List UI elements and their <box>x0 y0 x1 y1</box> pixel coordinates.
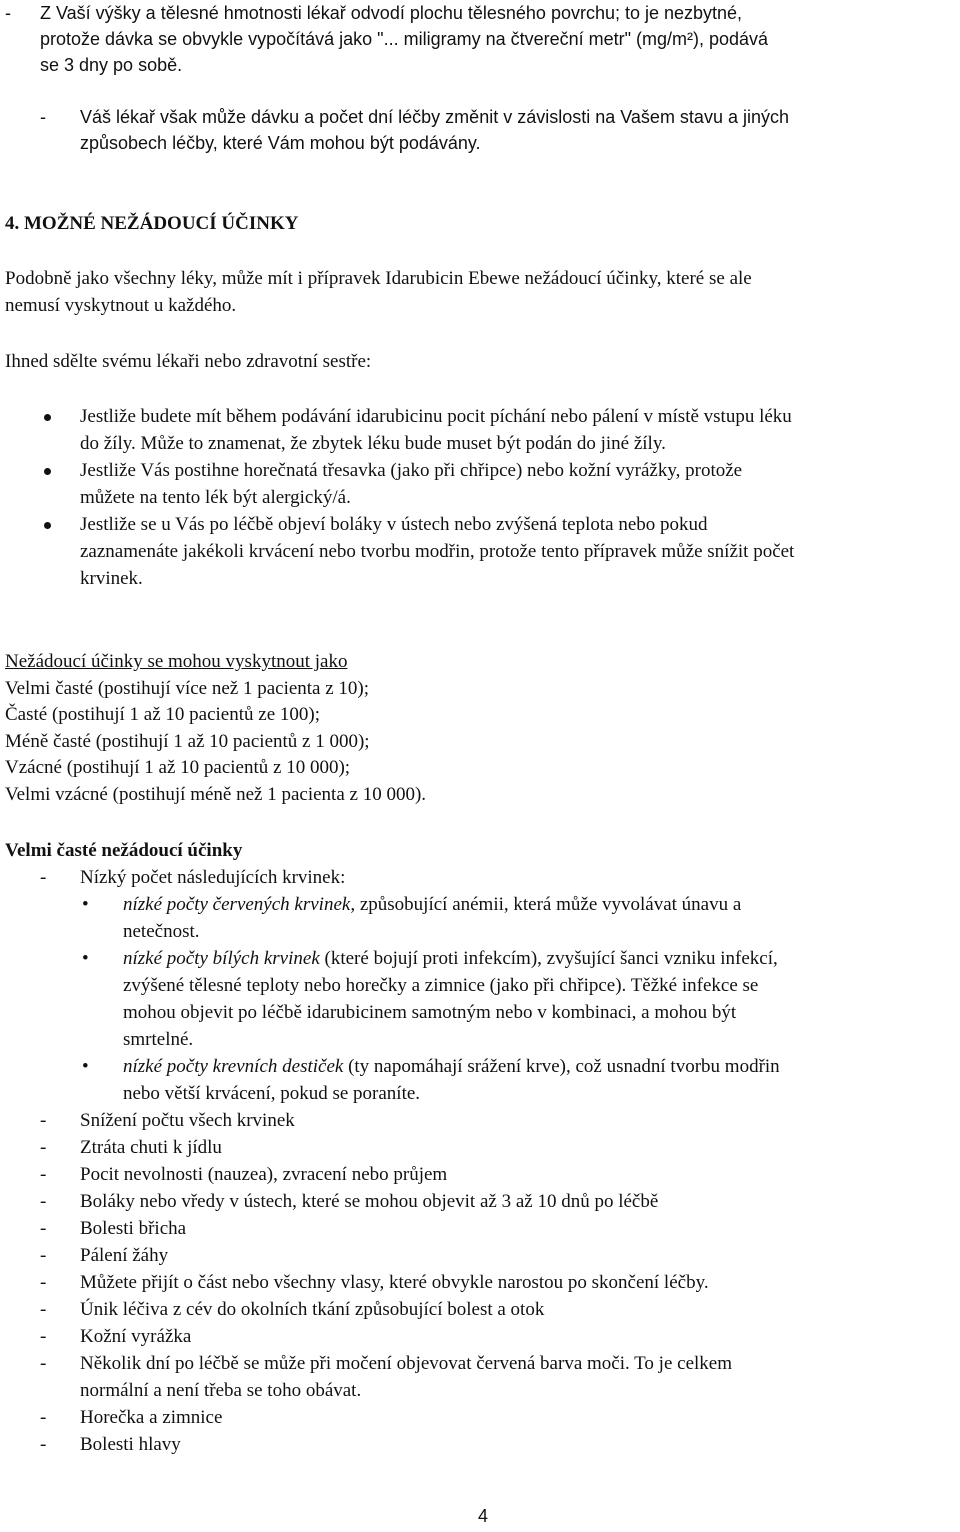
text-line: Jestliže se u Vás po léčbě objeví boláky v ústech nebo zvýšená teplota nebo pokud <box>80 514 708 535</box>
list-marker: - <box>40 1137 47 1158</box>
bullet-icon <box>44 414 51 421</box>
subsection-heading: Velmi časté nežádoucí účinky <box>5 840 243 861</box>
text-line: Jestliže Vás postihne horečnatá třesavka (jako při chřipce) nebo kožní vyrážky, protože <box>80 460 743 481</box>
text-line: Můžete přijít o část nebo všechny vlasy, které obvykle narostou po skončení léčby. <box>80 1272 709 1293</box>
italic-term: nízké počty krevních destiček <box>123 1056 344 1077</box>
list-item <box>0 945 955 1053</box>
text-line: Vzácné (postihují 1 až 10 pacientů z 10 000); <box>5 757 351 778</box>
text-line: Ztráta chuti k jídlu <box>80 1137 222 1158</box>
page-number: 4 <box>478 1506 489 1526</box>
list-item <box>0 1053 955 1107</box>
list-marker: - <box>40 867 47 888</box>
text-line: Pocit nevolnosti (nauzea), zvracení nebo průjem <box>80 1164 448 1185</box>
text-line: Jestliže budete mít během podávání idarubicinu pocit píchání nebo pálení v místě vstupu léku <box>80 406 792 427</box>
list-item <box>0 1107 955 1134</box>
text-line: mohou objevit po léčbě idarubicinem samotným nebo v kombinaci, a mohou být <box>123 1002 737 1023</box>
list-item <box>0 104 955 156</box>
urgent-list <box>0 403 960 592</box>
sub-list <box>0 891 955 1107</box>
list-marker: - <box>40 107 46 127</box>
text-line: Velmi časté (postihují více než 1 pacienta z 10); <box>5 677 370 699</box>
text-line: Podobně jako všechny léky, může mít i přípravek Idarubicin Ebewe nežádoucí účinky, které se ale <box>5 268 752 289</box>
text-span: (které bojují proti infekcím), zvyšující šanci vzniku infekcí, <box>319 948 778 969</box>
text-line: Časté (postihují 1 až 10 pacientů ze 100); <box>5 704 320 725</box>
text-line: Pálení žáhy <box>80 1245 169 1266</box>
list-item <box>0 1134 955 1161</box>
list-marker: - <box>40 1272 47 1293</box>
frequency-block <box>5 649 905 808</box>
list-marker: - <box>40 1245 47 1266</box>
list-item <box>0 511 960 592</box>
text-line <box>123 891 955 918</box>
text-line: do žíly. Může to znamenat, že zbytek léku bude muset být podán do jiné žíly. <box>80 433 666 454</box>
text-line: protože dávka se obvykle vypočítává jako "... miligramy na čtvereční metr" (mg/m²), podává <box>40 29 769 49</box>
list-item <box>0 1242 955 1269</box>
text-line: Snížení počtu všech krvinek <box>80 1110 295 1131</box>
list-marker: - <box>40 1326 47 1347</box>
bullet-icon: • <box>82 894 89 915</box>
section-heading: 4. MOŽNÉ NEŽÁDOUCÍ ÚČINKY <box>5 213 299 234</box>
list-marker: - <box>40 1164 47 1185</box>
list-item <box>0 1296 955 1323</box>
text-line: můžete na tento lék být alergický/á. <box>80 487 351 508</box>
text-line: Bolesti hlavy <box>80 1434 181 1455</box>
list-item <box>0 1269 955 1296</box>
text-line: krvinek. <box>80 568 143 589</box>
list-item <box>0 1431 955 1458</box>
list-item <box>0 457 960 511</box>
list-item <box>0 1323 955 1350</box>
list-item <box>0 403 960 457</box>
text-span: (ty napomáhají srážení krve), což usnadní tvorbu modřin <box>343 1056 780 1077</box>
italic-term: nízké počty bílých krvinek <box>123 948 320 969</box>
text-span: způsobující anémii, která může vyvolávat únavu a <box>355 894 742 915</box>
text-line: způsobech léčby, které Vám mohou být podávány. <box>80 133 481 153</box>
text-line: Boláky nebo vředy v ústech, které se mohou objevit až 3 až 10 dnů po léčbě <box>80 1191 659 1212</box>
text-line: nebo větší krvácení, pokud se poraníte. <box>123 1083 421 1104</box>
text-line: Bolesti břicha <box>80 1218 187 1239</box>
list-item <box>0 891 955 945</box>
list-item <box>0 864 955 891</box>
text-line: Několik dní po léčbě se může při močení objevovat červená barva moči. To je celkem <box>80 1353 732 1374</box>
text-line: zvýšené tělesné teploty nebo horečky a zimnice (jako při chřipce). Těžké infekce se <box>123 975 759 996</box>
text-line: smrtelné. <box>123 1029 194 1050</box>
list-item <box>0 0 955 78</box>
text-line: netečnost. <box>123 921 200 942</box>
intro-list <box>0 0 955 156</box>
list-marker: - <box>40 1299 47 1320</box>
list-item <box>0 1188 955 1215</box>
text-line: Horečka a zimnice <box>80 1407 223 1428</box>
text-line: Únik léčiva z cév do okolních tkání způsobující bolest a otok <box>80 1299 545 1320</box>
bullet-icon: • <box>82 1056 89 1077</box>
text-line: zaznamenáte jakékoli krvácení nebo tvorbu modřin, protože tento přípravek může snížit počet <box>80 541 795 562</box>
text-line: Velmi vzácné (postihují méně než 1 pacienta z 10 000). <box>5 783 427 805</box>
list-item <box>0 1215 955 1242</box>
text-line <box>123 1053 955 1080</box>
list-item <box>0 1404 955 1431</box>
list-marker: - <box>5 3 11 23</box>
side-effects-list <box>0 864 955 1458</box>
section-paragraph: Ihned sdělte svému lékaři nebo zdravotní sestře: <box>5 351 372 372</box>
text-line: normální a není třeba se toho obávat. <box>80 1380 362 1401</box>
italic-term: nízké počty červených krvinek, <box>123 894 356 915</box>
list-marker: - <box>40 1434 47 1455</box>
text-line: Váš lékař však může dávku a počet dní léčby změnit v závislosti na Vašem stavu a jiných <box>80 107 789 127</box>
section-paragraph <box>5 265 950 319</box>
text-line: se 3 dny po sobě. <box>40 55 183 75</box>
list-item <box>0 1350 955 1404</box>
bullet-icon <box>44 522 51 529</box>
text-line: Kožní vyrážka <box>80 1326 192 1347</box>
text-line: Z Vaší výšky a tělesné hmotnosti lékař odvodí plochu tělesného povrchu; to je nezbytné, <box>40 3 743 23</box>
bullet-icon <box>44 468 51 475</box>
list-item <box>0 1161 955 1188</box>
text-line: nemusí vyskytnout u každého. <box>5 295 237 316</box>
bullet-icon: • <box>82 948 89 969</box>
list-marker: - <box>40 1110 47 1131</box>
frequency-heading: Nežádoucí účinky se mohou vyskytnout jako <box>5 651 348 672</box>
list-marker: - <box>40 1353 47 1374</box>
text-line: Nízký počet následujících krvinek: <box>80 867 346 888</box>
list-marker: - <box>40 1191 47 1212</box>
list-marker: - <box>40 1218 47 1239</box>
text-line: Méně časté (postihují 1 až 10 pacientů z 1 000); <box>5 730 370 752</box>
text-line <box>123 945 955 972</box>
list-marker: - <box>40 1407 47 1428</box>
